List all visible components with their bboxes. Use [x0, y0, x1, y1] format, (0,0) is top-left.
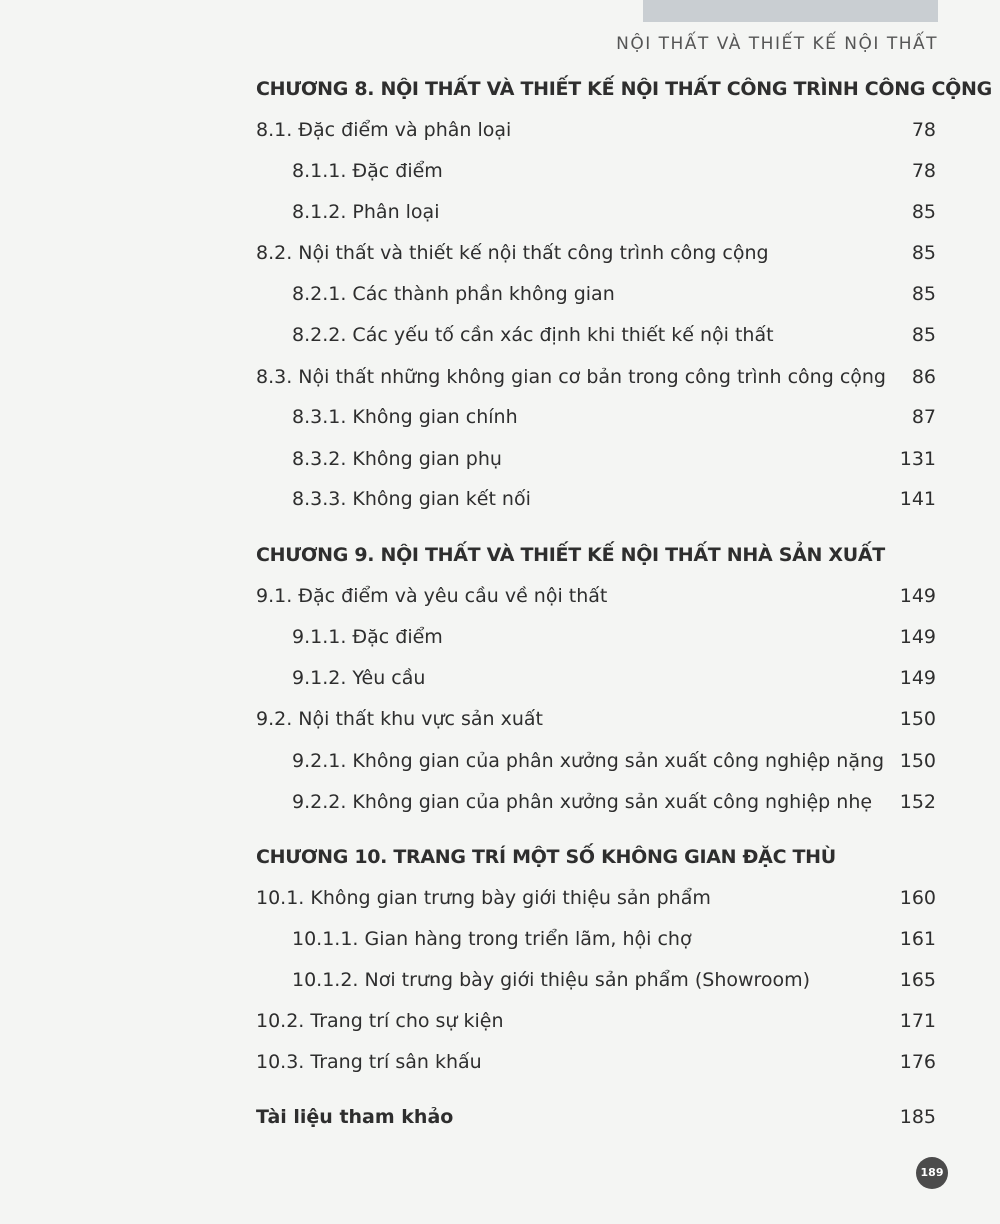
- toc-entry: [0, 484, 1000, 514]
- toc-entry: [0, 746, 1000, 776]
- toc-entry-page: 78: [911, 119, 936, 141]
- toc-entry-page: 171: [899, 1010, 936, 1032]
- toc-entry-page: 85: [911, 324, 936, 346]
- toc-entry-label: 8.3. Nội thất những không gian cơ bản trong công trình công cộng: [256, 366, 886, 388]
- header-color-bar: [643, 0, 938, 22]
- toc-entry: [0, 238, 1000, 268]
- toc-entry: [0, 965, 1000, 995]
- toc-entry-label: 8.3.2. Không gian phụ: [292, 448, 502, 470]
- running-header: NỘI THẤT VÀ THIẾT KẾ NỘI THẤT: [616, 34, 938, 54]
- toc-entry: [0, 622, 1000, 652]
- toc-entry-page: 149: [899, 667, 936, 689]
- chapter-8-heading: [0, 74, 1000, 104]
- toc-entry-page: 78: [911, 160, 936, 182]
- toc-entry: [0, 320, 1000, 350]
- toc-entry-page: 176: [899, 1051, 936, 1073]
- toc-entry-label: 10.1. Không gian trưng bày giới thiệu sản phẩm: [256, 887, 711, 909]
- toc-entry: [0, 402, 1000, 432]
- toc-entry-page: 131: [899, 448, 936, 470]
- toc-entry-label: 9.1. Đặc điểm và yêu cầu về nội thất: [256, 585, 608, 607]
- toc-entry-label: 8.1.1. Đặc điểm: [292, 160, 443, 182]
- toc-entry-label: 10.2. Trang trí cho sự kiện: [256, 1010, 504, 1032]
- chapter-title: CHƯƠNG 8. NỘI THẤT VÀ THIẾT KẾ NỘI THẤT CÔNG TRÌNH CÔNG CỘNG: [256, 78, 992, 100]
- toc-entry: [0, 115, 1000, 145]
- toc-entry-page: 149: [899, 626, 936, 648]
- toc-entry-page: 85: [911, 242, 936, 264]
- bibliography-page: 185: [899, 1106, 936, 1128]
- toc-entry-page: 161: [899, 928, 936, 950]
- toc-entry-label: 10.3. Trang trí sân khấu: [256, 1051, 482, 1073]
- toc-entry-label: 8.3.3. Không gian kết nối: [292, 488, 531, 510]
- toc-entry: [0, 156, 1000, 186]
- toc-entry-page: 152: [899, 791, 936, 813]
- toc-entry-label: 9.2. Nội thất khu vực sản xuất: [256, 708, 543, 730]
- chapter-title: CHƯƠNG 10. TRANG TRÍ MỘT SỐ KHÔNG GIAN ĐẶC THÙ: [256, 846, 836, 868]
- toc-entry-page: 85: [911, 201, 936, 223]
- toc-entry-page: 160: [899, 887, 936, 909]
- toc-entry-page: 85: [911, 283, 936, 305]
- toc-entry-label: 8.1.2. Phân loại: [292, 201, 440, 223]
- toc-entry-page: 87: [911, 406, 936, 428]
- toc-entry-page: 165: [899, 969, 936, 991]
- bibliography-label: Tài liệu tham khảo: [256, 1106, 454, 1128]
- toc-entry: [0, 663, 1000, 693]
- toc-entry: [0, 279, 1000, 309]
- toc-entry-page: 141: [899, 488, 936, 510]
- chapter-10-heading: [0, 842, 1000, 872]
- toc-entry-label: 9.2.1. Không gian của phân xưởng sản xuất công nghiệp nặng: [292, 750, 885, 772]
- toc-entry: [0, 787, 1000, 817]
- toc-entry: [0, 704, 1000, 734]
- toc-entry-label: 8.2. Nội thất và thiết kế nội thất công trình công cộng: [256, 242, 769, 264]
- page-number-badge: 189: [916, 1157, 948, 1189]
- toc-entry-label: 10.1.1. Gian hàng trong triển lãm, hội chợ: [292, 928, 692, 950]
- toc-entry-label: 9.1.1. Đặc điểm: [292, 626, 443, 648]
- toc-entry: [0, 883, 1000, 913]
- toc-entry: [0, 362, 1000, 392]
- toc-entry-page: 150: [899, 750, 936, 772]
- toc-entry: [0, 197, 1000, 227]
- chapter-9-heading: [0, 540, 1000, 570]
- toc-entry: [0, 1047, 1000, 1077]
- toc-entry: [0, 1006, 1000, 1036]
- toc-entry: [0, 581, 1000, 611]
- toc-entry-page: 150: [899, 708, 936, 730]
- toc-entry-label: 10.1.2. Nơi trưng bày giới thiệu sản phẩm (Showroom): [292, 969, 811, 991]
- toc-entry-page: 149: [899, 585, 936, 607]
- toc-entry: [0, 444, 1000, 474]
- toc-entry: [0, 924, 1000, 954]
- toc-entry-label: 8.3.1. Không gian chính: [292, 406, 518, 428]
- toc-entry-page: 86: [911, 366, 936, 388]
- toc-entry-label: 9.1.2. Yêu cầu: [292, 667, 426, 689]
- toc-entry-label: 8.2.1. Các thành phần không gian: [292, 283, 615, 305]
- toc-entry-label: 8.1. Đặc điểm và phân loại: [256, 119, 512, 141]
- chapter-title: CHƯƠNG 9. NỘI THẤT VÀ THIẾT KẾ NỘI THẤT NHÀ SẢN XUẤT: [256, 544, 885, 566]
- bibliography-entry: [0, 1102, 1000, 1132]
- toc-entry-label: 8.2.2. Các yếu tố cần xác định khi thiết kế nội thất: [292, 324, 774, 346]
- toc-entry-label: 9.2.2. Không gian của phân xưởng sản xuất công nghiệp nhẹ: [292, 791, 873, 813]
